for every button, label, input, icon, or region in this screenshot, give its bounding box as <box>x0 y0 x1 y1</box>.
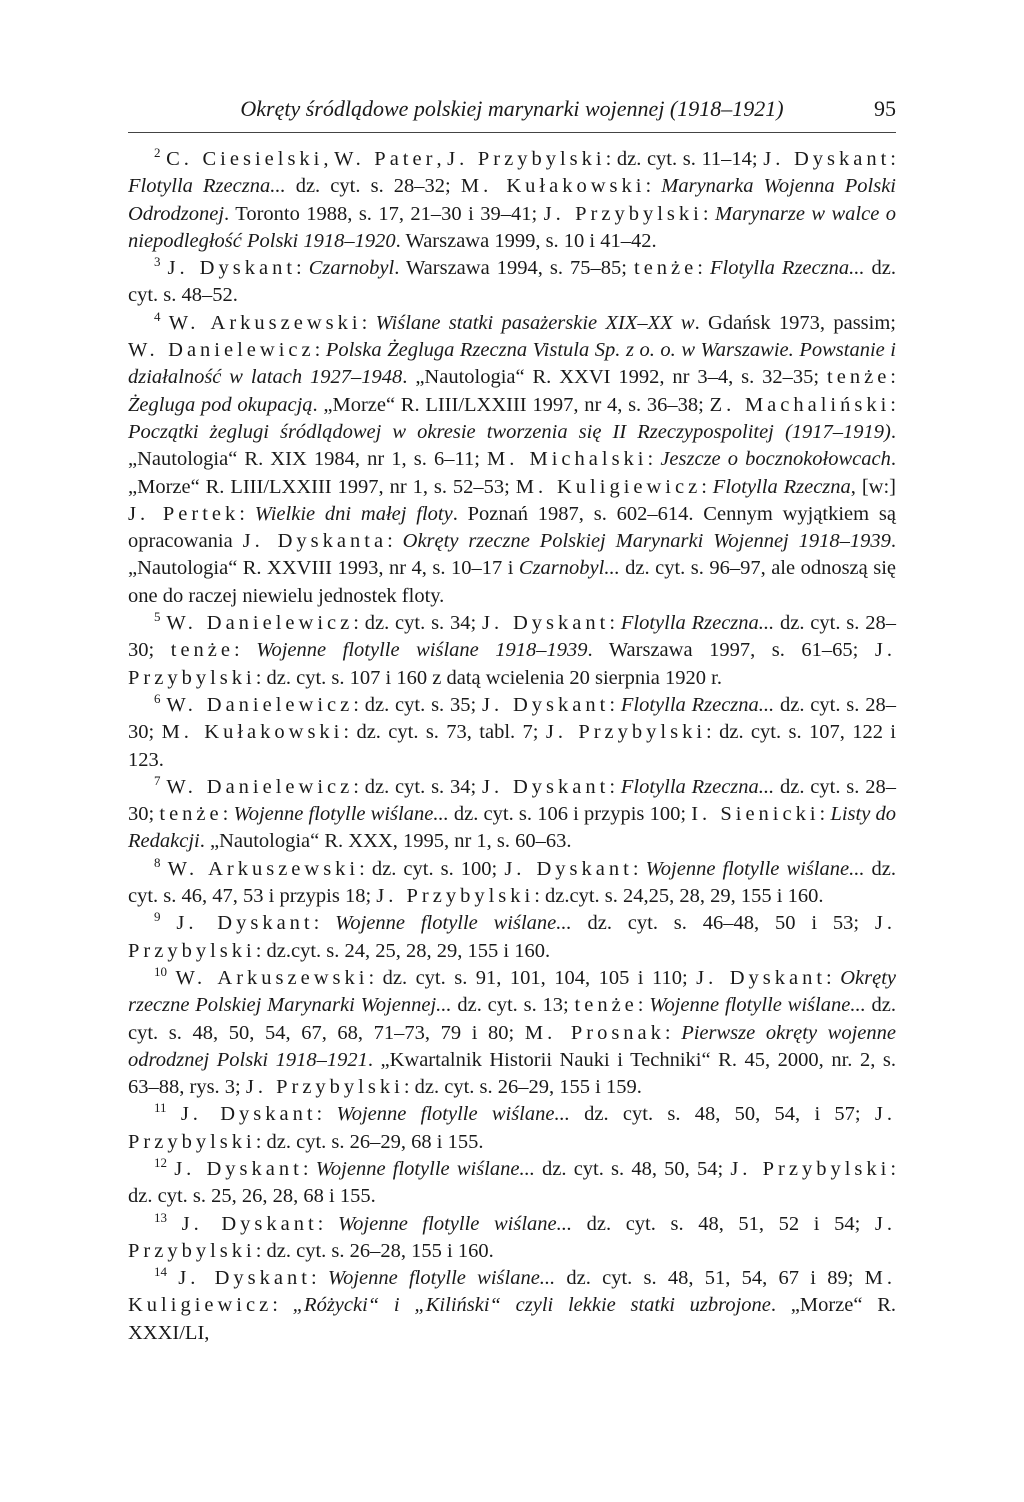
citation-text: : <box>302 1157 316 1180</box>
author-name: J. Przybylski <box>447 148 606 170</box>
footnote-number: 9 <box>154 909 161 925</box>
citation-text: : <box>317 1212 338 1235</box>
citation-text: dz. cyt. s. 48, 50, 54, 67, 68, 71–73, 79 i 80; <box>128 994 896 1044</box>
work-title: Flotylla Rzeczna... <box>620 612 775 635</box>
footnote <box>128 692 896 774</box>
author-name: J. Dyskanta <box>242 530 388 553</box>
citation-text: dz. cyt. s. 28–30; <box>128 693 896 744</box>
work-title: Okręty rzeczne Polskiej Marynarki Wojennej... <box>128 966 896 1017</box>
citation-text: : <box>632 857 646 880</box>
citation-text: : <box>702 202 715 225</box>
author-name: tenże <box>170 639 234 662</box>
citation-text: . „Morze“ R. XXXI/LI, <box>128 1294 896 1344</box>
citation-text: : dz. cyt. s. 91, 101, 104, 105 i 110; <box>368 966 697 989</box>
author-name: J. Przybylski <box>545 721 707 744</box>
citation-text: : <box>697 257 710 280</box>
author-name: J. Przybylski <box>128 639 897 689</box>
citation-text: : dz. cyt. s. 11–14; <box>605 148 764 170</box>
work-title: Wojenne flotylle wiślane... <box>233 803 449 826</box>
work-title: Wojenne flotylle wiślane 1918–1939 <box>256 639 588 662</box>
citation-text: : dz. cyt. s. 25, 26, 28, 68 i 155. <box>128 1157 897 1208</box>
citation-text: . „Nautologia“ R. XXVIII 1993, nr 4, s. 10–17 i <box>128 530 897 580</box>
citation-text: : <box>701 475 713 498</box>
citation-text: . „Morze“ R. LIII/LXXIII 1997, nr 1, s. 52–53; <box>128 448 897 498</box>
citation-text: dz. cyt. s. 106 i przypis 100; <box>448 803 692 826</box>
footnote <box>128 856 896 911</box>
citation-text: : dz. cyt. s. 26–29, 68 i 155. <box>255 1130 484 1153</box>
author-name: M. Kuligiewicz <box>128 1267 897 1317</box>
author-name: W. Danielewicz <box>128 339 315 362</box>
footnote <box>128 1211 896 1266</box>
author-name: J. Pertek <box>128 502 240 525</box>
citation-text: , [w:] <box>850 475 896 498</box>
footnote <box>128 310 896 610</box>
work-title: Wojenne flotylle wiślane... <box>336 1103 570 1126</box>
page-number: 95 <box>874 96 896 121</box>
author-name: C. Ciesielski <box>166 148 324 170</box>
citation-text: , <box>436 148 448 170</box>
author-name: M. Prosnak <box>524 1021 665 1044</box>
citation-text: dz. cyt. s. 48, 50, 54, i 57; <box>569 1103 875 1126</box>
citation-text: : dz. cyt. s. 35; <box>353 693 483 716</box>
citation-text: : <box>222 803 234 826</box>
author-name: J. Dyskant <box>174 1157 303 1180</box>
work-title: Czarnobyl... <box>518 557 620 580</box>
citation-text: : <box>819 803 831 826</box>
author-name: M. Kuligiewicz <box>515 475 702 498</box>
footnote <box>128 1156 896 1211</box>
citation-text: . „Kwartalnik Historii Nauki i Techniki“ R. 45, 2000, nr. 2, s. 63–88, rys. 3; <box>128 1048 896 1099</box>
citation-text: dz. cyt. s. 46, 47, 53 i przypis 18; <box>128 857 897 908</box>
citation-text: : dz. cyt. s. 34; <box>353 775 483 798</box>
author-name: W. Danielewicz <box>166 775 354 798</box>
citation-text: : <box>664 1021 682 1044</box>
citation-text: . Gdańsk 1973, passim; <box>694 311 896 334</box>
author-name: J. Dyskant <box>176 912 314 935</box>
work-title: Początki żeglugi śródlądowej w okresie tworzenia się II Rzeczypospolitej (1917–1919) <box>128 420 891 443</box>
citation-text: dz. cyt. s. 46–48, 50 i 53; <box>571 912 875 935</box>
author-name: J. Przybylski <box>128 1103 897 1153</box>
author-name: Z. Machaliński <box>709 393 891 416</box>
citation-text: dz. cyt. s. 48, 50, 54; <box>534 1157 731 1180</box>
author-name: M. Michalski <box>487 448 648 471</box>
citation-text: : <box>361 311 376 334</box>
author-name: W. Arkuszewski <box>167 857 360 880</box>
citation-text: : <box>637 994 650 1017</box>
citation-text: . „Nautologia“ R. XXX, 1995, nr 1, s. 60–63. <box>199 830 572 853</box>
footnote-number: 6 <box>154 690 161 706</box>
author-name: tenże <box>634 257 698 280</box>
citation-text: : dz. cyt. s. 26–29, 155 i 159. <box>403 1076 642 1099</box>
citation-text: . „Nautologia“ R. XIX 1984, nr 1, s. 6–11; <box>128 420 896 471</box>
citation-text: dz. cyt. s. 48, 51, 54, 67 i 89; <box>555 1267 865 1290</box>
author-name: J. Przybylski <box>128 912 897 962</box>
citation-text: dz. cyt. s. 28–30; <box>128 612 896 662</box>
author-name: J. Dyskant <box>696 966 827 989</box>
citation-text: . Warszawa 1999, s. 10 i 41–42. <box>395 229 657 252</box>
work-title: Marynarze w walce o niepodległość Polski 1918–1920 <box>128 202 896 252</box>
work-title: Czarnobyl <box>308 257 395 280</box>
citation-text: : dz. cyt. s. 100; <box>359 857 505 880</box>
running-title: Okręty śródlądowe polskiej marynarki wojennej (1918–1921) <box>240 96 784 121</box>
citation-text: : <box>647 448 661 471</box>
citation-text: : <box>313 912 336 935</box>
footnote-number: 14 <box>154 1264 167 1280</box>
author-name: J. Dyskant <box>482 775 610 798</box>
author-name: M. Kułakowski <box>161 721 344 744</box>
footnote <box>128 1101 896 1156</box>
author-name: J. Dyskant <box>504 857 633 880</box>
work-title: Wojenne flotylle wiślane... <box>315 1157 535 1180</box>
author-name: W. Danielewicz <box>166 612 354 635</box>
work-title: Wiślane statki pasażerskie XIX–XX w <box>375 311 695 334</box>
author-name: W. Arkuszewski <box>175 966 369 989</box>
citation-text: : <box>296 257 309 280</box>
citation-text: . Warszawa 1994, s. 75–85; <box>394 257 634 280</box>
work-title: Pierwsze okręty wojenne odrodznej Polski 1918–1921 <box>128 1021 896 1071</box>
author-name: J. Dyskant <box>763 148 891 170</box>
citation-text: : <box>272 1294 293 1317</box>
citation-text: . „Nautologia“ R. XXVI 1992, nr 3–4, s. 32–35; <box>402 366 828 389</box>
citation-text: . Toronto 1988, s. 17, 21–30 i 39–41; <box>224 202 544 225</box>
citation-text: : dz. cyt. s. 107 i 160 z datą wcielenia 20 sierpnia 1920 r. <box>255 666 722 689</box>
footnote <box>128 146 896 255</box>
citation-text: : <box>890 393 896 416</box>
citation-text: : <box>609 693 621 716</box>
work-title: Wojenne flotylle wiślane... <box>335 912 572 935</box>
citation-text: : <box>890 366 896 389</box>
citation-text: : dz.cyt. s. 24, 25, 28, 29, 155 i 160. <box>255 939 551 962</box>
footnote <box>128 255 896 310</box>
citation-text: : dz.cyt. s. 24,25, 28, 29, 155 i 160. <box>534 885 824 908</box>
citation-text: , <box>323 148 335 170</box>
work-title: Flotylla Rzeczna... <box>128 175 286 198</box>
author-name: J. Dyskant <box>180 1103 317 1126</box>
author-name: W. Arkuszewski <box>168 311 362 334</box>
citation-text: : <box>645 175 662 198</box>
citation-text: : <box>609 612 621 635</box>
citation-text: : dz. cyt. s. 73, tabl. 7; <box>343 721 546 744</box>
citation-text: : <box>609 775 621 798</box>
footnotes-section <box>128 146 896 1347</box>
citation-text: . „Morze“ R. LIII/LXXIII 1997, nr 4, s. 36–38; <box>312 393 710 416</box>
work-title: Wojenne flotylle wiślane... <box>327 1267 556 1290</box>
work-title: Listy do Redakcji <box>128 803 896 853</box>
footnote-number: 7 <box>154 772 161 788</box>
author-name: tenże <box>159 803 223 826</box>
work-title: Flotylla Rzeczna... <box>620 693 775 716</box>
citation-text: dz. cyt. s. 96–97, ale odnoszą się one do raczej niewielu jednostek floty. <box>128 557 896 607</box>
footnote-number: 2 <box>154 145 161 160</box>
footnote-number: 12 <box>154 1154 167 1170</box>
citation-text: dz. cyt. s. 48, 51, 52 i 54; <box>572 1212 875 1235</box>
author-name: J. Przybylski <box>376 885 535 908</box>
author-name: W. Pater <box>334 148 437 170</box>
page-header <box>128 84 896 133</box>
citation-text: : <box>234 639 257 662</box>
footnote-number: 11 <box>154 1100 167 1116</box>
citation-text: . Poznań 1987, s. 602–614. Cennym wyjątkiem są opracowania <box>128 502 896 553</box>
work-title: Wielkie dni małej floty <box>254 502 453 525</box>
author-name: tenże <box>827 366 891 389</box>
work-title: Flotylla Rzeczna... <box>620 775 775 798</box>
author-name: J. Przybylski <box>128 1212 897 1262</box>
citation-text: : <box>314 339 326 362</box>
work-title: Polska Żegluga Rzeczna Vistula Sp. z o. o. w Warszawie. Powstanie i działalność w latach 1927–1948 <box>128 339 896 389</box>
citation-text: : <box>387 530 403 553</box>
footnote-number: 8 <box>154 854 161 870</box>
citation-text: dz. cyt. s. 13; <box>451 994 575 1017</box>
citation-text: dz. cyt. s. 28–32; <box>285 175 461 198</box>
citation-text: : <box>310 1267 328 1290</box>
work-title: Żegluga pod okupacją <box>128 393 313 416</box>
author-name: tenże <box>574 994 638 1017</box>
work-title: Wojenne flotylle wiślane... <box>649 994 866 1017</box>
work-title: Jeszcze o bocznokołowcach <box>660 448 891 471</box>
author-name: M. Kułakowski <box>460 175 646 198</box>
citation-text: . Warszawa 1997, s. 61–65; <box>587 639 875 662</box>
citation-text: : <box>890 148 896 170</box>
author-name: J. Dyskant <box>167 257 297 280</box>
footnote-number: 10 <box>154 963 167 979</box>
citation-text: dz. cyt. s. 48–52. <box>128 257 896 307</box>
footnote-number: 13 <box>154 1209 167 1225</box>
author-name: J. Przybylski <box>245 1076 404 1099</box>
work-title: Flotylla Rzeczna... <box>709 257 865 280</box>
footnote-number: 4 <box>154 308 161 324</box>
author-name: J. Dyskant <box>482 693 610 716</box>
work-title: Wojenne flotylle wiślane... <box>337 1212 572 1235</box>
footnote <box>128 774 896 856</box>
author-name: J. Przybylski <box>543 202 703 225</box>
author-name: J. Dyskant <box>178 1267 311 1290</box>
author-name: J. Dyskant <box>482 612 610 635</box>
citation-text: : dz. cyt. s. 26–28, 155 i 160. <box>255 1239 494 1262</box>
work-title: Marynarka Wojenna Polski Odrodzonej <box>128 175 896 225</box>
footnote <box>128 910 896 965</box>
work-title: Wojenne flotylle wiślane... <box>645 857 865 880</box>
footnote <box>128 610 896 692</box>
citation-text: : <box>826 966 841 989</box>
citation-text: : dz. cyt. s. 34; <box>353 612 483 635</box>
author-name: J. Przybylski <box>730 1157 891 1180</box>
work-title: „Różycki“ i „Kiliński“ czyli lekkie statki uzbrojone <box>292 1294 771 1317</box>
citation-text: : <box>239 502 255 525</box>
author-name: J. Dyskant <box>181 1212 318 1235</box>
citation-text: : dz. cyt. s. 107, 122 i 123. <box>128 721 897 771</box>
author-name: I. Sienicki <box>691 803 820 826</box>
footnote <box>128 965 896 1101</box>
author-name: W. Danielewicz <box>166 693 354 716</box>
citation-text: : <box>316 1103 337 1126</box>
work-title: Okręty rzeczne Polskiej Marynarki Wojennej 1918–1939 <box>402 530 891 553</box>
citation-text: dz. cyt. s. 28–30; <box>128 775 896 826</box>
footnote-number: 5 <box>154 609 161 625</box>
footnote-number: 3 <box>154 254 161 270</box>
footnote <box>128 1265 896 1347</box>
work-title: Flotylla Rzeczna <box>712 475 851 498</box>
